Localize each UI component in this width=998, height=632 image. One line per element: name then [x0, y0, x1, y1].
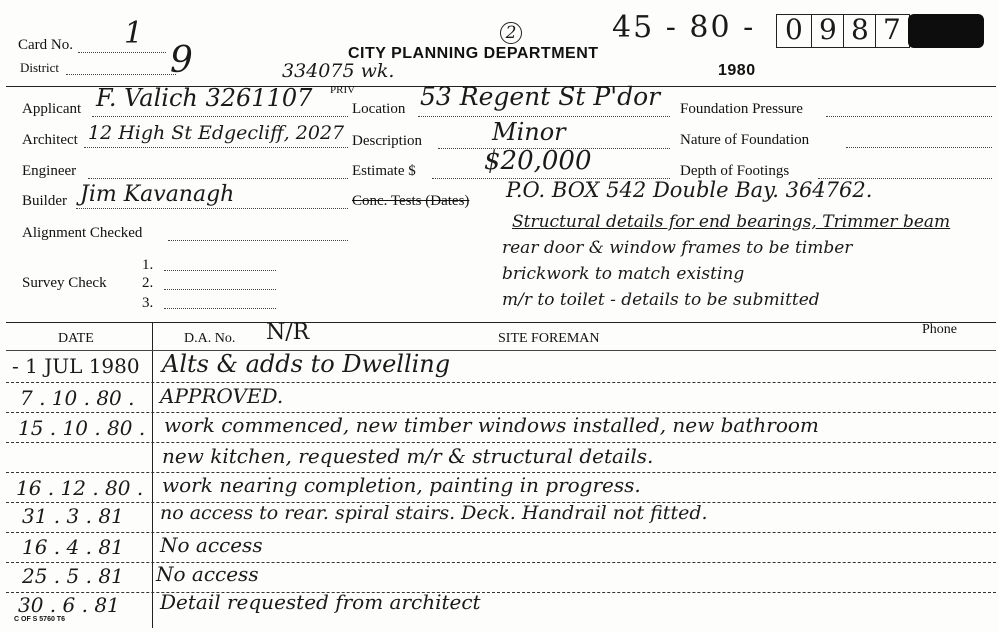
da-no-value: N/R [266, 320, 310, 345]
location-label: Location [352, 101, 406, 117]
log-text: APPROVED. [160, 384, 284, 408]
log-text: new kitchen, requested m/r & structural details. [162, 444, 654, 468]
architect-line [84, 147, 348, 148]
survey-item-2: 2. [142, 275, 154, 291]
description-label: Description [352, 133, 422, 149]
log-date: 31 . 3 . 81 [22, 504, 124, 528]
alignment-label: Alignment Checked [22, 225, 143, 241]
alignment-line [168, 240, 348, 241]
row-rule [6, 532, 996, 533]
log-text: Detail requested from architect [160, 590, 481, 614]
log-text: work commenced, new timber windows installed, new bathroom [164, 413, 819, 437]
site-foreman-header: SITE FOREMAN [498, 331, 600, 346]
applicant-label: Applicant [22, 101, 82, 117]
builder-value: Jim Kavanagh [80, 182, 235, 207]
log-date: 16 . 4 . 81 [22, 535, 124, 559]
note-line-1: Structural details for end bearings, Trimmer beam [512, 212, 951, 232]
row-rule [6, 442, 996, 443]
log-text: No access [160, 533, 263, 557]
log-date: 15 . 10 . 80 . [18, 416, 146, 440]
log-header-rule [6, 350, 996, 351]
file-number-prefix: 45 - 80 - [612, 10, 756, 45]
description-value: Minor [492, 118, 566, 146]
da-no-label: D.A. No. [184, 331, 236, 346]
card-year: 1980 [718, 62, 756, 79]
builder-line [76, 208, 348, 209]
digit-divider [843, 15, 844, 47]
row-rule [6, 382, 996, 383]
location-line [418, 116, 670, 117]
survey-line-2 [164, 289, 276, 290]
district-reference: 334075 wk. [282, 60, 395, 82]
note-line-2: rear door & window frames to be timber [502, 238, 853, 258]
foundation-pressure-line [826, 116, 992, 117]
card-no-line [78, 52, 166, 53]
date-column-divider [152, 322, 153, 628]
row-rule [6, 592, 996, 593]
row-rule [6, 562, 996, 563]
survey-item-1: 1. [142, 257, 154, 273]
conc-tests-value: P.O. BOX 542 Double Bay. 364762. [506, 178, 873, 202]
foundation-pressure-label: Foundation Pressure [680, 101, 803, 117]
engineer-label: Engineer [22, 163, 77, 179]
log-date: 16 . 12 . 80 . [16, 476, 144, 500]
survey-line-1 [164, 270, 276, 271]
depth-footings-label: Depth of Footings [680, 163, 790, 179]
survey-line-3 [164, 308, 276, 309]
estimate-label: Estimate $ [352, 163, 416, 179]
architect-value: 12 High St Edgecliff, 2027 [88, 122, 345, 144]
log-date: 25 . 5 . 81 [22, 564, 124, 588]
file-number-box [776, 14, 910, 48]
file-digit-4: 7 [883, 13, 901, 46]
file-digit-3: 8 [851, 13, 869, 46]
survey-label: Survey Check [22, 275, 107, 291]
note-line-4: m/r to toilet - details to be submitted [502, 290, 820, 310]
applicant-value: F. Valich 3261107 [96, 84, 313, 112]
page-title: CITY PLANNING DEPARTMENT [348, 45, 599, 62]
digit-divider [875, 15, 876, 47]
circled-number: 2 [500, 22, 522, 44]
file-digit-1: 0 [785, 13, 803, 46]
nature-foundation-label: Nature of Foundation [680, 132, 810, 148]
builder-label: Builder [22, 193, 67, 209]
log-text: work nearing completion, painting in progress. [162, 473, 641, 497]
district-value: 9 [170, 40, 193, 81]
location-value: 53 Regent St P'dor [420, 82, 661, 111]
log-text: Alts & adds to Dwelling [162, 350, 451, 378]
phone-header: Phone [922, 322, 957, 337]
file-digit-2: 9 [819, 13, 837, 46]
note-line-3: brickwork to match existing [502, 264, 745, 284]
architect-label: Architect [22, 132, 78, 148]
log-text: No access [156, 562, 259, 586]
log-text: no access to rear. spiral stairs. Deck. Handrail not fitted. [160, 502, 708, 524]
nature-foundation-line [846, 147, 992, 148]
log-date: - 1 JUL 1980 [12, 354, 140, 378]
district-line [66, 74, 176, 75]
form-code: C OF S 5760 T6 [14, 616, 65, 623]
engineer-line [88, 178, 348, 179]
district-label: District [20, 60, 59, 75]
estimate-value: $20,000 [484, 146, 592, 176]
log-top-rule [6, 322, 996, 323]
redaction-block [908, 14, 984, 48]
priv-note: PRIV [330, 84, 356, 96]
card-no-value: 1 [124, 16, 144, 51]
log-date: 7 . 10 . 80 . [20, 386, 135, 410]
applicant-line [92, 116, 348, 117]
log-date: 30 . 6 . 81 [18, 593, 120, 617]
digit-divider [811, 15, 812, 47]
card-no-label: Card No. [18, 37, 73, 53]
survey-item-3: 3. [142, 295, 154, 311]
conc-tests-label: Conc. Tests (Dates) [352, 193, 470, 209]
depth-footings-line [818, 178, 992, 179]
date-header: DATE [58, 331, 94, 346]
